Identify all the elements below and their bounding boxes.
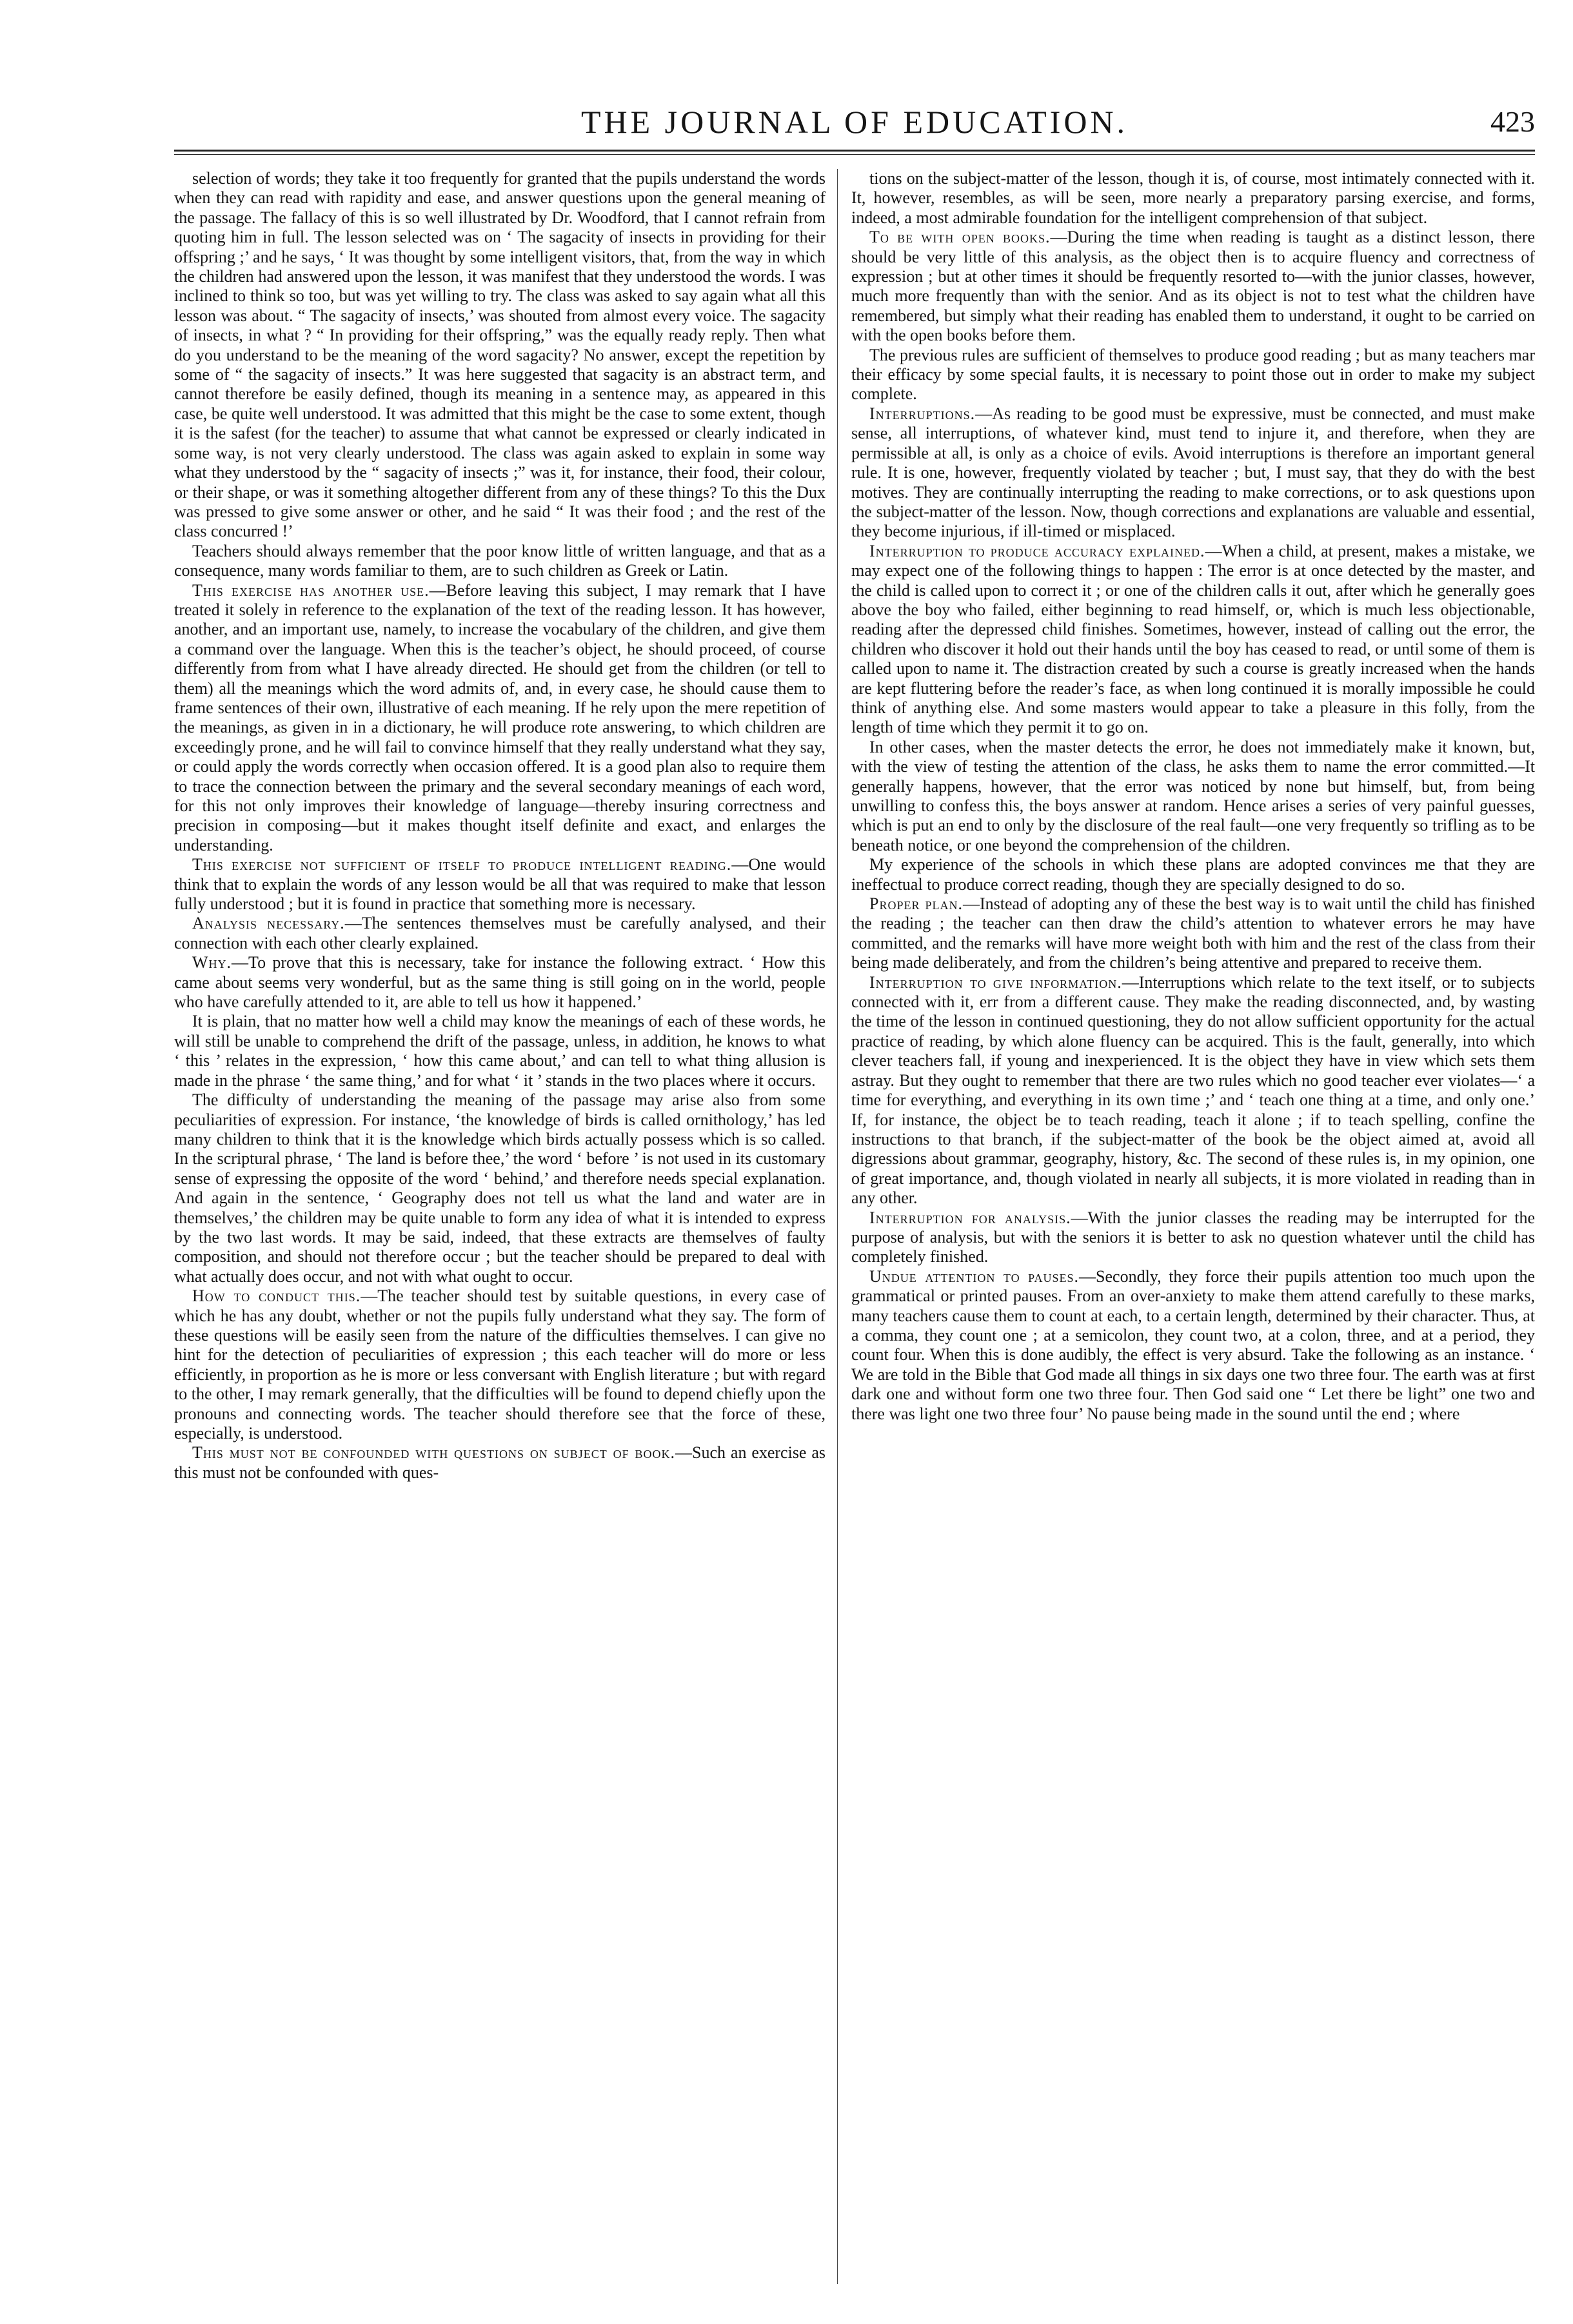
paragraph (851, 404, 1535, 542)
paragraph (851, 542, 1535, 738)
paragraph-heading: To be with open books. (869, 228, 1051, 247)
paragraph-heading: Interruption to give information. (869, 972, 1122, 992)
paragraph-text: Teachers should always remember that the poor know little of written language, and that as a consequence, many words familiar to them, are to such children as Greek or Latin. (174, 541, 826, 580)
paragraph-text: —During the time when reading is taught as a distinct lesson, there should be very little of this analysis, as the object then is to acquire fluency and correctness of expression ; but at other times it should be frequently resorted to—with the junior classes, however, much more frequently than with the senior. And as its object is not to test what the children have remembered, but simply what their reading has enabled them to understand, it ought to be carried on with the open books before them. (851, 228, 1535, 345)
column-divider (837, 169, 838, 2284)
paragraph-text: The difficulty of understanding the meaning of the passage may arise also from some peculiarities of expression. For instance, ‘the knowledge of birds is called ornithology,’ has led many children to think that it is the knowledge which birds actually possess which is so called. In the scriptural phrase, ‘ The land is before thee,’ the word ‘ before ’ is not used in its customary sense of expressing the opposite of the word ‘ behind,’ and therefore needs special explanation. And again in the sentence, ‘ Geography does not tell us what the land and water are in themselves,’ the children may be quite unable to form any idea of what it is intended to express by the two last words. It may be said, indeed, that these extracts are themselves of faulty composition, and should not therefore occur ; but the teacher should be prepared to deal with what actually does occur, and not with what ought to occur. (174, 1090, 826, 1286)
paragraph-text: —The sentences themselves must be carefully analysed, and their connection with each other clearly explained. (174, 914, 826, 952)
paragraph-text: tions on the subject-matter of the lesson, though it is, of course, most intimately connected with it. It, however, resembles, as will be seen, more nearly a preparatory parsing exercise, and forms, indeed, a most admirable foundation for the intelligent comprehension of that subject. (851, 169, 1535, 227)
paragraph-heading: Interruption for analysis. (869, 1208, 1071, 1227)
paragraph (174, 542, 826, 581)
paragraph (174, 1090, 826, 1286)
paragraph (851, 228, 1535, 345)
paragraph-text: —When a child, at present, makes a mistake, we may expect one of the following things to happen : The error is at once detected by the master, and the child is called upon to correct it ; or one of the children calls it out, after which he generally goes above the boy who failed, either beginning to read himself, or, which is much less objectionable, reading after the depressed child finishes. Sometimes, however, instead of calling out the error, the children who discover it hold out their hands until the boy has ceased to read, or until some of them is called upon to name it. The distraction created by such a course is greatly increased when the hands are kept fluttering before the reader’s face, as when long continued it is morally impossible he could think of anything else. And some masters would appear to take a pleasure in this folly, from the length of time which they permit it to go on. (851, 541, 1535, 737)
paragraph (174, 581, 826, 856)
paragraph-text: In other cases, when the master detects the error, he does not immediately make it known, but, with the view of testing the attention of the class, he asks them to name the error committed.—It generally happens, however, that the error was noticed by none but himself, but, from being unwilling to confess this, the boys answer at random. Hence arises a series of very painful guesses, which is put an end to only by the disclosure of the real fault—one very frequently so trifling as to be beneath notice, or one beyond the comprehension of the children. (851, 737, 1535, 854)
paragraph (174, 914, 826, 953)
paragraph (174, 953, 826, 1012)
paragraph (174, 855, 826, 914)
paragraph-text: —Secondly, they force their pupils attention too much upon the grammatical or printed pauses. From an over-anxiety to make them attend carefully to these marks, many teachers cause them to count at each, to a certain length, determined by their character. Thus, at a comma, they count one ; at a semicolon, they count two, at a colon, three, and at a period, they count four. When this is done audibly, the effect is very absurd. Take the following as an instance. ‘ We are told in the Bible that God made all things in six days one two three four. The earth was at first dark one and without form one two three four. Then God said one “ Let there be light” one two and there was light one two three four’ No pause being made in the sound until the end ; where (851, 1266, 1535, 1423)
paragraph-text: —Before leaving this subject, I may remark that I have treated it solely in reference to the explanation of the text of the reading lesson. It has however, another, and an important use, namely, to increase the vocabulary of the children, and give them a command over the language. When this is the teacher’s object, he should proceed, of course differently from from what I have already directed. He should get from the children (or tell to them) all the meanings which the word admits of, and, in every case, he should cause them to frame sentences of their own, illustrative of each meaning. If he rely upon the mere repetition of the meanings, as given in in a dictionary, he will produce rote answering, to which children are exceedingly prone, and he will fail to convince himself that they really understand what they say, or could apply the words correctly when occasion offered. It is a good plan also to require them to trace the connection between the primary and the several secondary meanings of each word, for this not only improves their knowledge of language—thereby insuring correctness and precision in composing—but it makes thought itself definite and exact, and enlarges the understanding. (174, 580, 826, 854)
paragraph-text: —As reading to be good must be expressive, must be connected, and must make sense, all interruptions, of whatever kind, must tend to injure it, and therefore, when they are permissible at all, is only as a choice of evils. Avoid interruptions is therefore an important general rule. It is one, however, frequently violated by teacher ; but, I must say, that they do with the best motives. They are continually interrupting the reading to make corrections, or to ask questions upon the subject-matter of the lesson. Now, though corrections and explanations are valuable and essential, they become injurious, if ill-timed or misplaced. (851, 404, 1535, 541)
paragraph-text: —Such an exercise as this must not be confounded with ques- (174, 1443, 826, 1482)
paragraph-heading: Analysis necessary. (192, 914, 345, 933)
paragraph (851, 169, 1535, 228)
paragraph-heading: This must not be confounded with questions on subject of book. (192, 1443, 676, 1462)
paragraph (851, 1267, 1535, 1424)
paragraph-heading: Interruptions. (869, 404, 976, 423)
paragraph (174, 1012, 826, 1090)
paragraph-text: —To prove that this is necessary, take for instance the following extract. ‘ How this came about seems very wonderful, but as the same thing is still going on in the world, people who have carefully attended to it, are able to tell us how it happened.’ (174, 953, 826, 1012)
paragraph-heading: Interruption to produce accuracy explained. (869, 541, 1205, 560)
paragraph-text: It is plain, that no matter how well a child may know the meanings of each of these words, he will still be unable to comprehend the drift of the passage, unless, in addition, he knows to what ‘ this ’ relates in the expression, ‘ how this came about,’ and can tell to what thing allusion is made in the phrase ‘ the same thing,’ and for what ‘ it ’ stands in the two places where it occurs. (174, 1012, 826, 1090)
left-column (174, 169, 826, 2297)
paragraph-text: —One would think that to explain the words of any lesson would be all that was required to make that lesson fully understood ; but it is found in practice that something more is necessary. (174, 855, 826, 914)
paragraph (851, 894, 1535, 973)
page-number: 423 (1490, 105, 1535, 138)
paragraph-text: —The teacher should test by suitable questions, in every case of which he has any doubt, whether or not the pupils fully understand what they say. The form of these questions will be easily seen from the nature of the difficulties themselves. I can give no hint for the detection of peculiarities of expression ; this each teacher will do more or less efficiently, in proportion as he is more or less conversant with English literature ; but with regard to the other, I may remark generally, that the difficulties will be found to depend chiefly upon the pronouns and connecting words. The teacher should therefore see that the force of these, especially, is understood. (174, 1286, 826, 1443)
paragraph-text: —Instead of adopting any of these the best way is to wait until the child has finished the reading ; the teacher can then draw the child’s attention to whatever errors he may have committed, and the remarks will have more weight both with him and the rest of the class from their being made deliberately, and from the children’s being attentive and prepared to receive them. (851, 894, 1535, 972)
paragraph-text: selection of words; they take it too frequently for granted that the pupils understand the words when they can read with rapidity and ease, and answer questions upon the general meaning of the passage. The fallacy of this is so well illustrated by Dr. Woodford, that I cannot refrain from quoting him in full. The lesson selected was on ‘ The sagacity of insects in providing for their offspring ;’ and he says, ‘ It was thought by some intelligent visitors, that, from the way in which the children had answered upon the lesson, it was manifest that they understood the words. I was inclined to think so too, but was yet willing to try. The class was asked to say again what all this lesson was about. “ The sagacity of insects,’ was shouted from almost every voice. The sagacity of insects, in what ? “ In providing for their offspring,” was the equally ready reply. Then what do you understand to be the meaning of the word sagacity? No answer, except the repetition by some of “ the sagacity of insects.” It was here suggested that sagacity is an abstract term, and cannot therefore be easily defined, though its meaning in a sentence may, as appeared in this case, be quite well understood. It was admitted that this might be the case to some extent, though it is the safest (for the teacher) to assume that what cannot be expressed or clearly indicated in some way, is not very clearly understood. The class was again asked to explain in some way what they understood by the “ sagacity of insects ;” was it, for instance, their food, their colour, or their shape, or was it something altogether different from any of these things? To this the Dux was pressed to give some answer or other, and he said “ It was their food ; and the rest of the class concurred !’ (174, 169, 826, 541)
paragraph (851, 855, 1535, 894)
page-header (174, 103, 1535, 148)
paragraph-heading: This exercise has another use. (192, 580, 430, 600)
right-column (851, 169, 1535, 2297)
paragraph-heading: Proper plan. (869, 894, 963, 914)
running-title: THE JOURNAL OF EDUCATION. (580, 104, 1129, 140)
header-rule (174, 150, 1535, 155)
paragraph-heading: Why. (192, 953, 232, 972)
paragraph-text: The previous rules are sufficient of themselves to produce good reading ; but as many teachers mar their efficacy by some special faults, it is necessary to point those out in order to make my subject complete. (851, 345, 1535, 404)
paragraph-heading: Undue attention to pauses. (869, 1266, 1080, 1286)
paragraph (851, 346, 1535, 404)
paragraph (174, 169, 826, 542)
paragraph-heading: How to conduct this. (192, 1286, 361, 1306)
paragraph (851, 738, 1535, 855)
paragraph (851, 1208, 1535, 1267)
paragraph-heading: This exercise not sufficient of itself to produce intelligent reading. (192, 855, 732, 874)
paragraph (851, 973, 1535, 1208)
paragraph-text: —Interruptions which relate to the text itself, or to subjects connected with it, err from a different cause. They make the reading disconnected, and, by wasting the time of the lesson in continued questioning, they do not allow sufficient opportunity for the actual practice of reading, by which alone fluency can be acquired. This is the fault, generally, into which clever teachers fall, if young and inexperienced. It is the object they have in view which sets them astray. But they ought to remember that there are two rules which no good teacher ever violates—‘ a time for everything, and everything in its own time ;’ and ‘ teach one thing at a time, and only one.’ If, for instance, the object be to teach reading, teach it alone ; if to teach spelling, confine the instructions to that branch, if the subject-matter of the book be the object aimed at, avoid all digressions about grammar, geography, history, &c. The second of these rules is, in my opinion, one of great importance, and, though violated in nearly all subjects, it is more violated in reading than in any other. (851, 972, 1535, 1208)
paragraph-text: My experience of the schools in which these plans are adopted convinces me that they are ineffectual to produce correct reading, though they are specially designed to do so. (851, 855, 1535, 894)
paragraph (174, 1443, 826, 1482)
paragraph-text: —With the junior classes the reading may be interrupted for the purpose of analysis, but with the seniors it is better to ask no question whatever until the child has completely finished. (851, 1208, 1535, 1266)
paragraph (174, 1286, 826, 1443)
